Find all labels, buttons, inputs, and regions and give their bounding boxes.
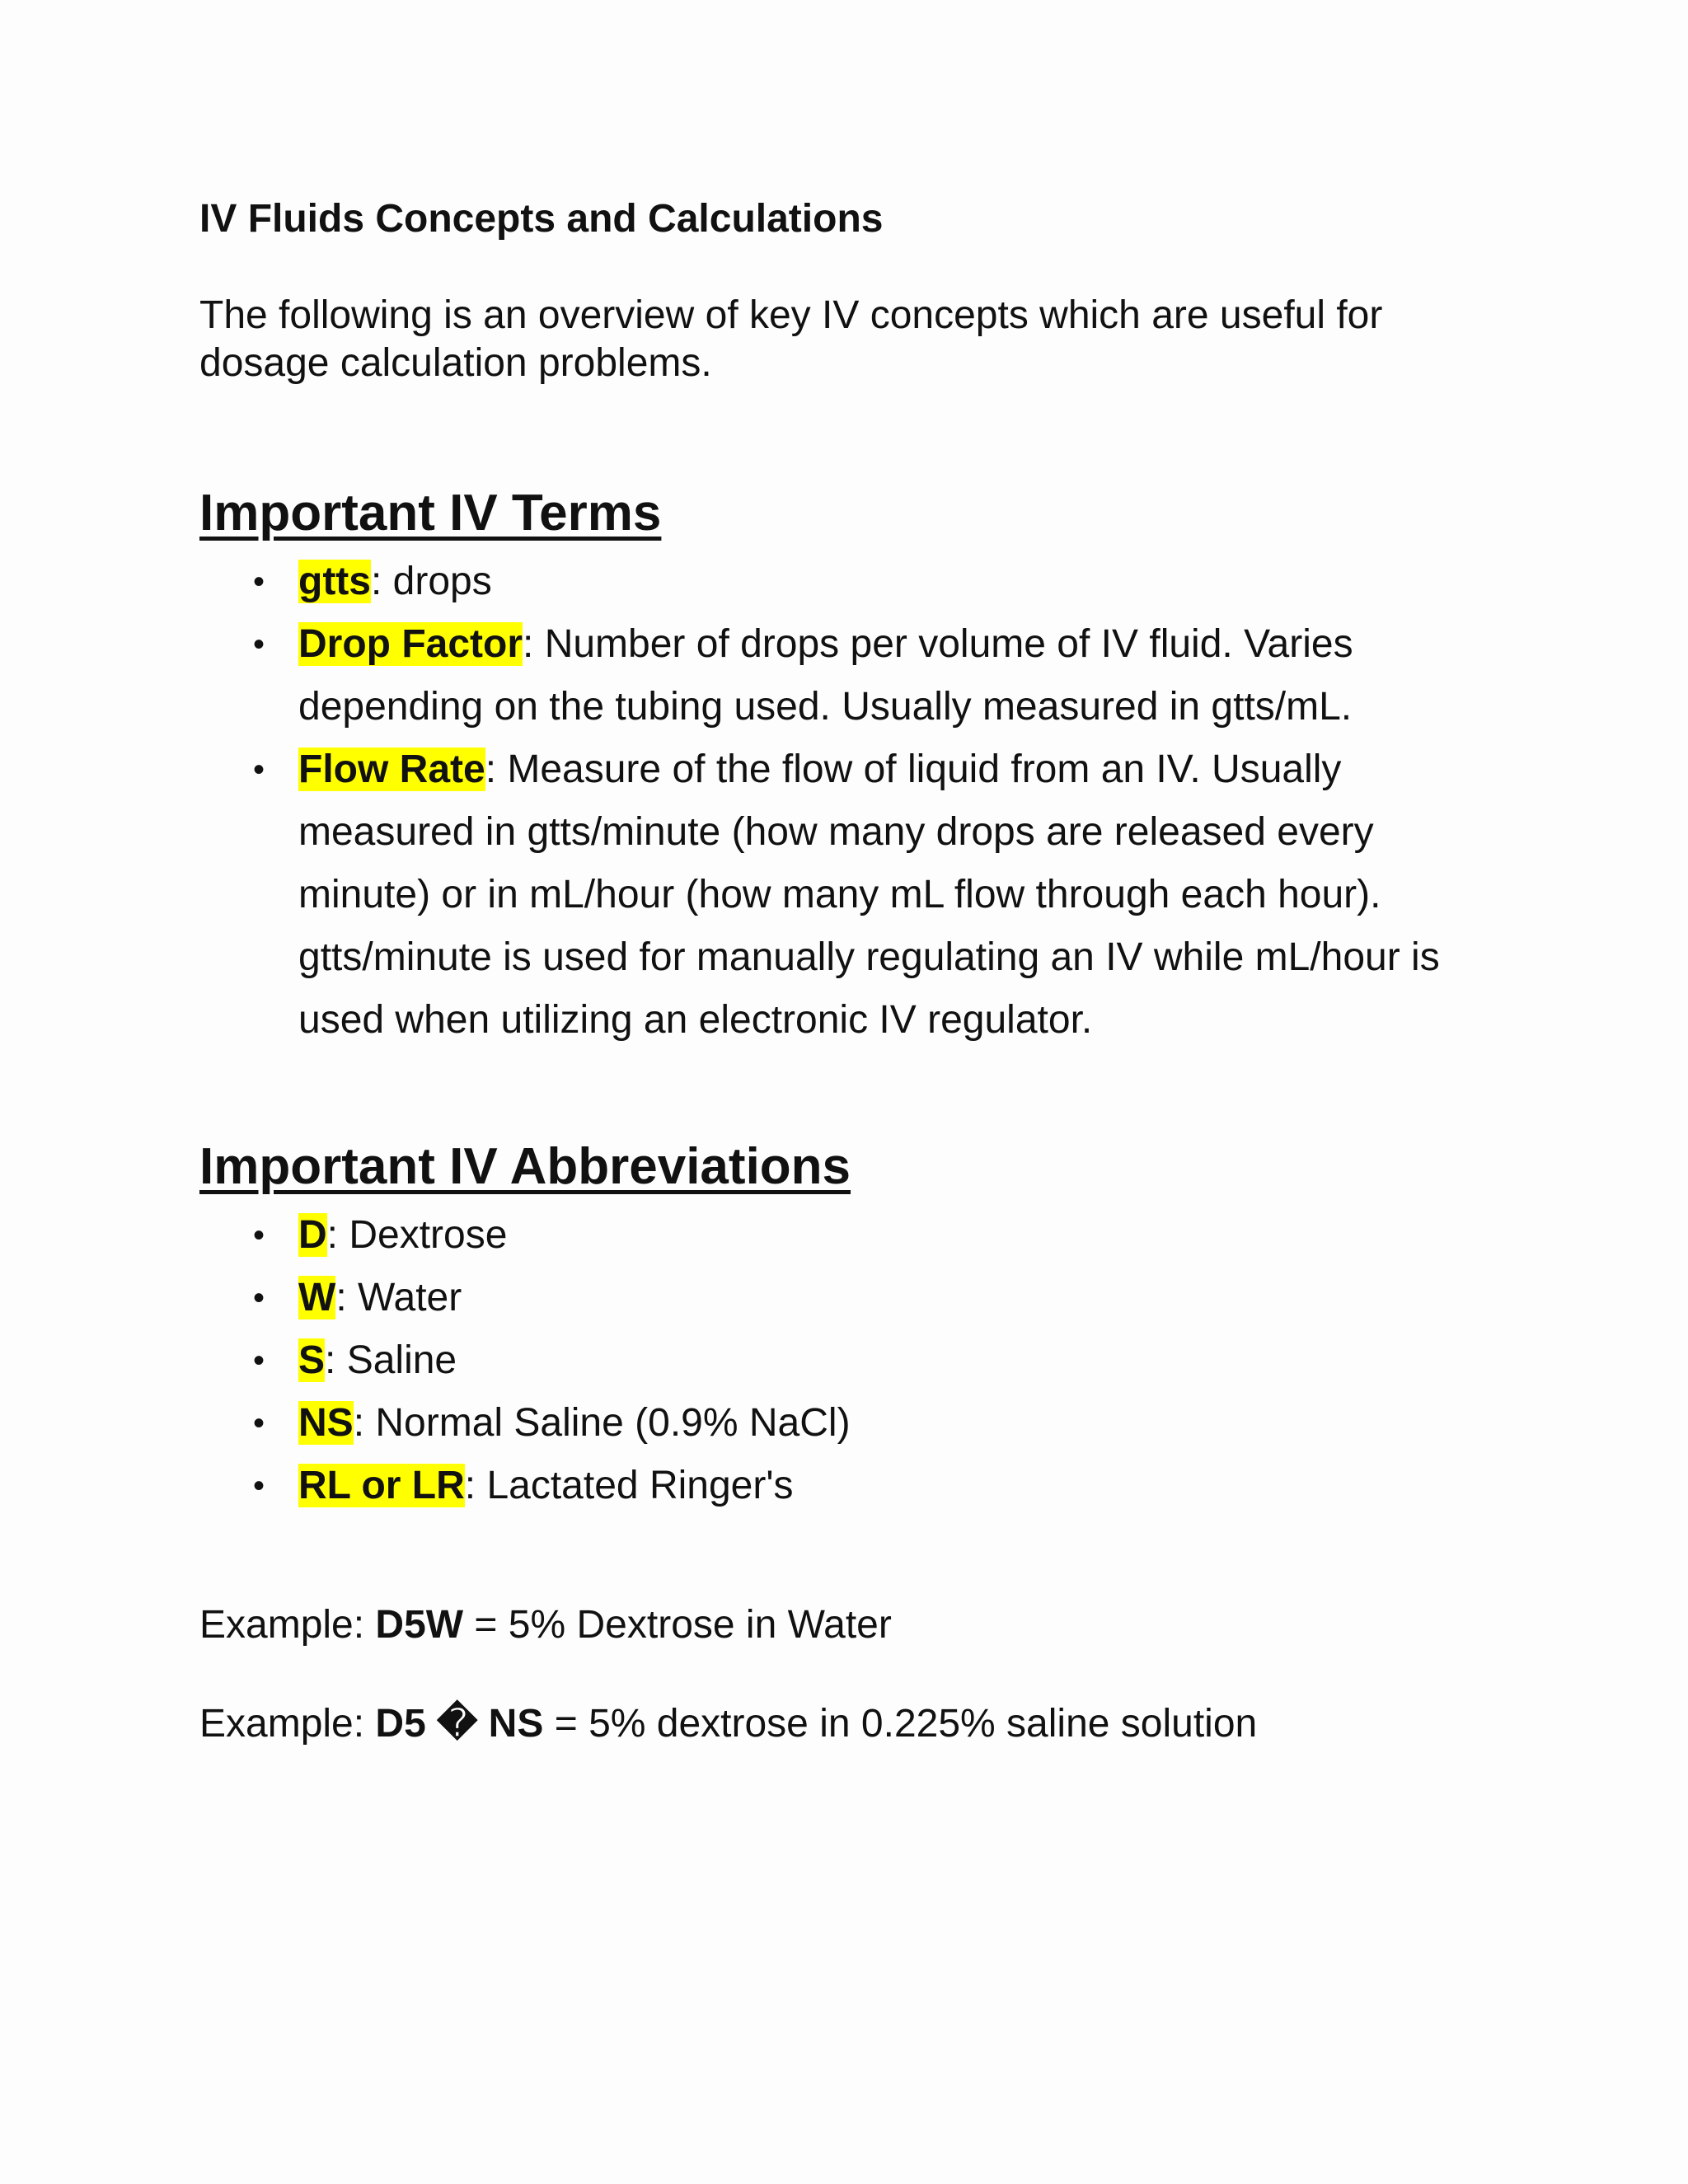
abbreviations-heading: Important IV Abbreviations: [199, 1138, 851, 1195]
bullet-icon: •: [252, 626, 265, 663]
abbreviation-label: RL or LR: [298, 1464, 465, 1507]
example-label: Example:: [199, 1702, 376, 1746]
list-item: [199, 613, 1469, 738]
abbreviation-definition: : Lactated Ringer's: [464, 1464, 794, 1507]
bullet-icon: •: [252, 1217, 265, 1254]
bullet-icon: •: [252, 1343, 265, 1379]
term-label: gtts: [298, 560, 371, 603]
term-definition: : Measure of the flow of liquid from an IV. Usually measured in gtts/minute (how many drops are released every minute) or in mL/hour (how many mL flow through each hour). gtts/minute is used for manually regulating an IV while mL/hour is used when utilizing an electronic IV regulator.: [298, 748, 1440, 1042]
abbreviation-definition: : Dextrose: [326, 1213, 508, 1257]
bullet-icon: •: [252, 1280, 265, 1316]
example-line: [199, 1601, 892, 1650]
bullet-icon: •: [252, 752, 265, 788]
abbreviations-list: [199, 1204, 1469, 1517]
term-label: Drop Factor: [298, 622, 523, 666]
list-item: [199, 1204, 1469, 1267]
example-text: = 5% dextrose in 0.225% saline solution: [543, 1702, 1258, 1746]
terms-heading: Important IV Terms: [199, 485, 662, 541]
example-code: D5 � NS: [375, 1702, 544, 1746]
abbreviation-label: S: [298, 1338, 326, 1382]
list-item: [199, 1267, 1469, 1329]
abbreviation-definition: : Saline: [325, 1338, 457, 1382]
abbreviation-label: D: [298, 1213, 327, 1257]
abbreviation-label: NS: [298, 1401, 354, 1445]
term-definition: : Number of drops per volume of IV fluid. Varies depending on the tubing used. Usually measured in gtts/mL.: [298, 622, 1353, 729]
example-code: D5W: [375, 1603, 464, 1647]
example-text: = 5% Dextrose in Water: [463, 1603, 892, 1647]
example-label: Example:: [199, 1603, 376, 1647]
document-title: IV Fluids Concepts and Calculations: [199, 197, 884, 241]
abbreviation-definition: : Normal Saline (0.9% NaCl): [353, 1401, 851, 1445]
bullet-icon: •: [252, 1405, 265, 1441]
list-item: [199, 1455, 1469, 1517]
abbreviation-label: W: [298, 1276, 336, 1319]
term-definition: : drops: [370, 560, 492, 603]
example-line: [199, 1699, 1257, 1749]
list-item: [199, 1329, 1469, 1392]
intro-paragraph: The following is an overview of key IV concepts which are useful for dosage calculation problems.: [199, 293, 1383, 385]
list-item: [199, 1392, 1469, 1455]
list-item: [199, 551, 1469, 613]
list-item: [199, 738, 1469, 1052]
bullet-icon: •: [252, 1468, 265, 1504]
abbreviation-definition: : Water: [335, 1276, 462, 1319]
term-label: Flow Rate: [298, 748, 485, 791]
terms-list: [199, 551, 1469, 1052]
bullet-icon: •: [252, 564, 265, 600]
